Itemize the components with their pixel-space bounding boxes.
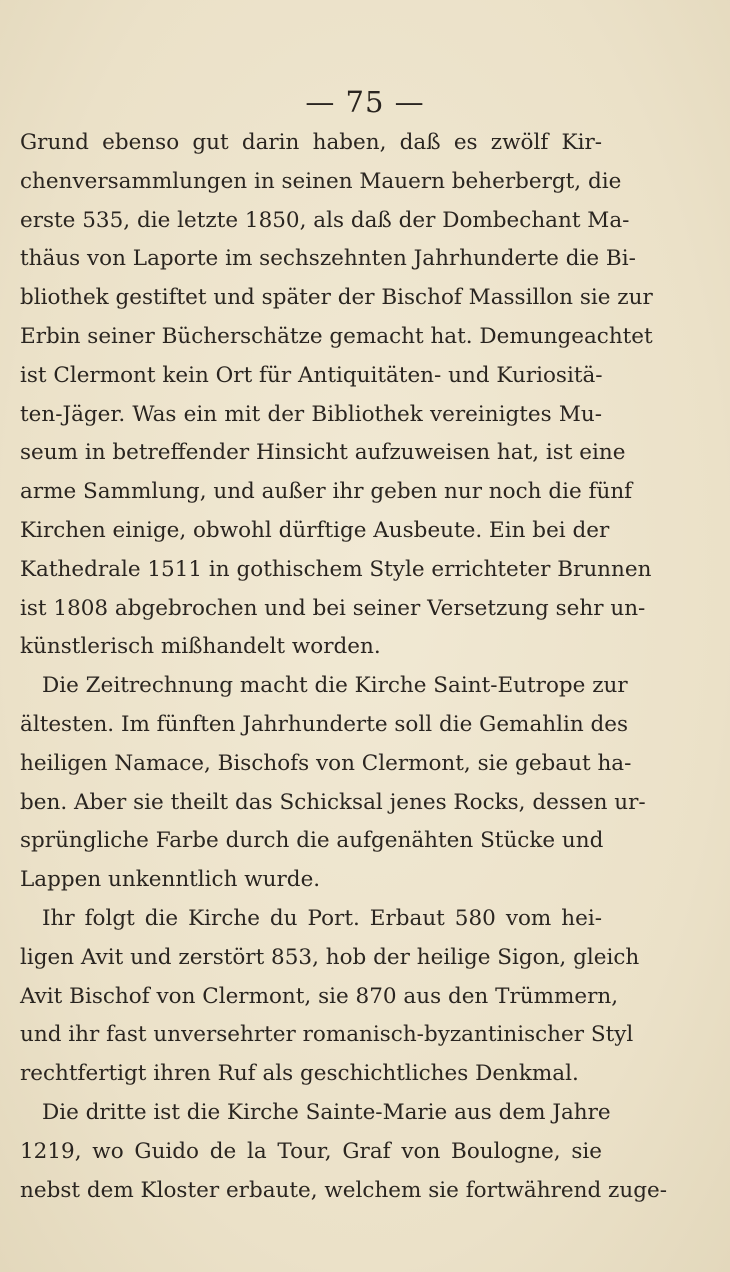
text-line: ligen Avit und zerstört 853, hob der heilige Sigon, gleich — [20, 944, 640, 970]
text-line: nebst dem Kloster erbaute, welchem sie fortwährend zuge- — [20, 1177, 667, 1203]
page-number: — 75 — — [305, 85, 425, 119]
text-line: 1219, wo Guido de la Tour, Graf von Boulogne, sie — [20, 1138, 602, 1164]
text-line: rechtfertigt ihren Ruf als geschichtliches Denkmal. — [20, 1061, 579, 1087]
text-line: Grund ebenso gut darin haben, daß es zwölf Kir- — [20, 130, 602, 155]
text-line: thäus von Laporte im sechszehnten Jahrhunderte die Bi- — [20, 246, 636, 272]
text-line: erste 535, die letzte 1850, als daß der Dombechant Ma- — [20, 207, 630, 233]
text-line: ten-Jäger. Was ein mit der Bibliothek vereinigtes Mu- — [20, 401, 602, 427]
text-line: Die Zeitrechnung macht die Kirche Saint-Eutrope zur — [42, 673, 628, 699]
text-line: künstlerisch mißhandelt worden. — [20, 634, 381, 660]
text-line: Kathedrale 1511 in gothischem Style errichteter Brunnen — [20, 556, 652, 582]
body-text — [20, 124, 667, 1210]
text-line: Lappen unkenntlich wurde. — [20, 867, 321, 893]
text-line: arme Sammlung, und außer ihr geben nur noch die fünf — [20, 479, 633, 505]
text-line: ist Clermont kein Ort für Antiquitäten- und Kuriositä- — [20, 362, 603, 388]
text-line: seum in betreffender Hinsicht aufzuweisen hat, ist eine — [20, 440, 626, 466]
text-line: ist 1808 abgebrochen und bei seiner Versetzung sehr un- — [20, 595, 646, 621]
text-line: Erbin seiner Bücherschätze gemacht hat. Demungeachtet — [20, 323, 653, 349]
text-line: sprüngliche Farbe durch die aufgenähten Stücke und — [20, 828, 604, 854]
text-line: Ihr folgt die Kirche du Port. Erbaut 580 vom hei- — [42, 905, 602, 931]
text-line: chenversammlungen in seinen Mauern beherbergt, die — [20, 168, 622, 194]
text-line: Avit Bischof von Clermont, sie 870 aus den Trümmern, — [20, 983, 619, 1009]
text-line: Kirchen einige, obwohl dürftige Ausbeute. Ein bei der — [20, 517, 610, 543]
text-line: ben. Aber sie theilt das Schicksal jenes Rocks, dessen ur- — [20, 789, 646, 815]
text-line: bliothek gestiftet und später der Bischof Massillon sie zur — [20, 285, 653, 311]
text-line: heiligen Namace, Bischofs von Clermont, sie gebaut ha- — [20, 750, 632, 776]
text-line: und ihr fast unversehrter romanisch-byzantinischer Styl — [20, 1022, 634, 1048]
text-line: ältesten. Im fünften Jahrhunderte soll die Gemahlin des — [20, 711, 629, 737]
text-line: Die dritte ist die Kirche Sainte-Marie aus dem Jahre — [42, 1099, 611, 1125]
